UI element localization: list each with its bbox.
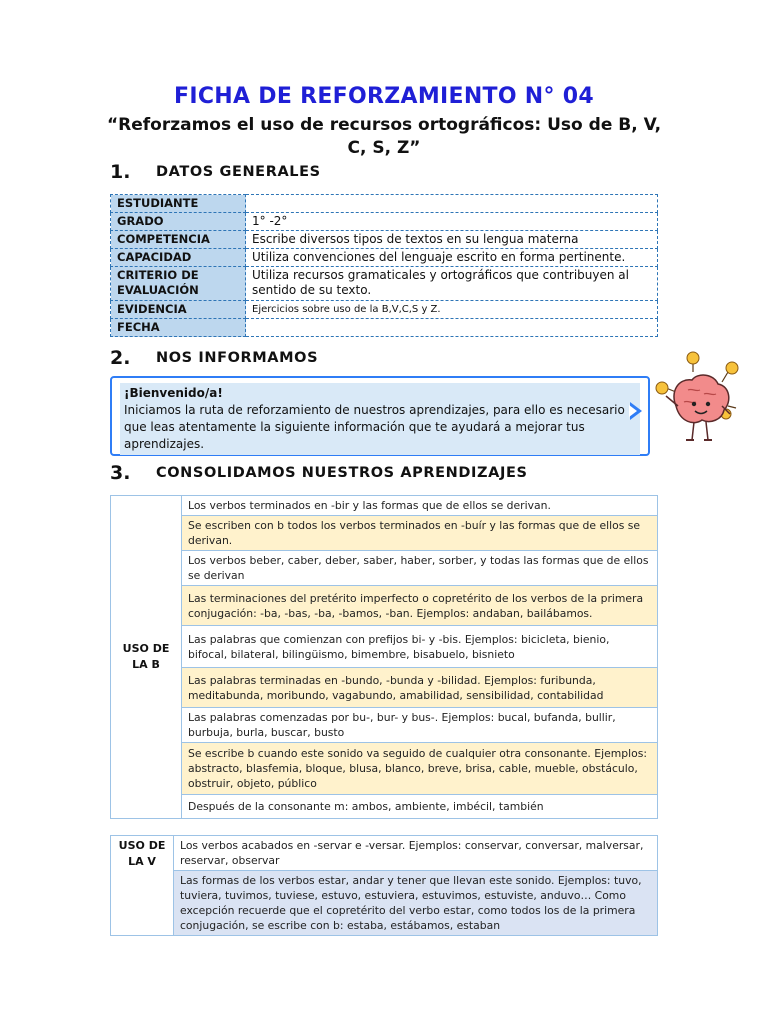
rule-text: Las palabras que comienzan con prefijos bi- y -bis. Ejemplos: bicicleta, bienio, bifocal, bilateral, bilingüismo, bimembre, bisabuelo, bisnieto bbox=[182, 626, 658, 668]
datos-value: Ejercicios sobre uso de la B,V,C,S y Z. bbox=[246, 301, 658, 319]
datos-value: 1° -2° bbox=[246, 213, 658, 231]
datos-row bbox=[111, 267, 658, 301]
page-subtitle: “Reforzamos el uso de recursos ortográficos: Uso de B, V, C, S, Z” bbox=[106, 115, 662, 158]
rule-row bbox=[111, 871, 658, 936]
section-consolidamos bbox=[110, 461, 528, 485]
datos-key: ESTUDIANTE bbox=[111, 195, 246, 213]
page-title: FICHA DE REFORZAMIENTO N° 04 bbox=[174, 84, 594, 109]
section-number: 1. bbox=[110, 161, 131, 183]
section-number: 2. bbox=[110, 347, 131, 369]
section-nos-informamos bbox=[110, 346, 318, 370]
rule-row bbox=[111, 836, 658, 871]
rule-row bbox=[111, 795, 658, 819]
welcome-body: Iniciamos la ruta de reforzamiento de nuestros aprendizajes, para ello es necesario que leas atentamente la siguiente información que te ayudará a mejorar tus aprendizajes. bbox=[124, 403, 625, 451]
datos-value-fecha[interactable] bbox=[246, 319, 658, 337]
datos-generales-table bbox=[110, 194, 658, 337]
rule-text: Las formas de los verbos estar, andar y tener que llevan este sonido. Ejemplos: tuvo, tuviera, tuvimos, tuviese, estuvo, estuviera, estuvimos, estuviste, anduvo… Como excepción recuerde que el copretérito del verbo estar, como todos los de la primera conjugación, se escribe con b: estaba, estábamos, estaban bbox=[174, 871, 658, 936]
welcome-heading: ¡Bienvenido/a! bbox=[124, 386, 223, 400]
datos-row bbox=[111, 213, 658, 231]
rule-row bbox=[111, 586, 658, 626]
rule-text: Después de la consonante m: ambos, ambiente, imbécil, también bbox=[182, 795, 658, 819]
uso-b-label: USO DE LA B bbox=[111, 496, 182, 819]
datos-row bbox=[111, 301, 658, 319]
rule-text: Los verbos terminados en -bir y las formas que de ellos se derivan. bbox=[182, 496, 658, 516]
rule-row bbox=[111, 626, 658, 668]
datos-key: EVIDENCIA bbox=[111, 301, 246, 319]
section-title: CONSOLIDAMOS NUESTROS APRENDIZAJES bbox=[156, 465, 528, 481]
speech-bubble-tail-inner bbox=[629, 405, 637, 417]
datos-key: FECHA bbox=[111, 319, 246, 337]
section-title: DATOS GENERALES bbox=[156, 164, 321, 180]
section-title: NOS INFORMAMOS bbox=[156, 350, 319, 366]
uso-v-table bbox=[110, 835, 658, 936]
rule-text: Los verbos acabados en -servar e -versar. Ejemplos: conservar, conversar, malversar, reservar, observar bbox=[174, 836, 658, 871]
datos-key: COMPETENCIA bbox=[111, 231, 246, 249]
datos-value-estudiante[interactable] bbox=[246, 195, 658, 213]
datos-row bbox=[111, 231, 658, 249]
section-datos-generales bbox=[110, 160, 321, 184]
rule-row bbox=[111, 516, 658, 551]
datos-key: CAPACIDAD bbox=[111, 249, 246, 267]
datos-row bbox=[111, 249, 658, 267]
uso-v-label: USO DE LA V bbox=[111, 836, 174, 936]
rule-row bbox=[111, 551, 658, 586]
rule-text: Las terminaciones del pretérito imperfecto o copretérito de los verbos de la primera conjugación: -ba, -bas, -ba, -bamos, -ban. Ejemplos: andaban, bailábamos. bbox=[182, 586, 658, 626]
rule-text: Las palabras terminadas en -bundo, -bunda y -bilidad. Ejemplos: furibunda, meditabunda, moribundo, vagabundo, amabilidad, sensibilidad, contabilidad bbox=[182, 668, 658, 708]
welcome-content bbox=[120, 383, 640, 455]
brain-character-icon bbox=[648, 348, 748, 448]
datos-row bbox=[111, 195, 658, 213]
datos-key: GRADO bbox=[111, 213, 246, 231]
rule-text: Se escriben con b todos los verbos terminados en -buír y las formas que de ellos se derivan. bbox=[182, 516, 658, 551]
rule-row bbox=[111, 743, 658, 795]
datos-value: Utiliza convenciones del lenguaje escrito en forma pertinente. bbox=[246, 249, 658, 267]
datos-value: Escribe diversos tipos de textos en su lengua materna bbox=[246, 231, 658, 249]
datos-row bbox=[111, 319, 658, 337]
datos-value: Utiliza recursos gramaticales y ortográficos que contribuyen al sentido de su texto. bbox=[246, 267, 658, 301]
uso-b-table bbox=[110, 495, 658, 819]
rule-text: Las palabras comenzadas por bu-, bur- y bus-. Ejemplos: bucal, bufanda, bullir, burbuja, burla, buscar, busto bbox=[182, 708, 658, 743]
rule-row bbox=[111, 708, 658, 743]
rule-text: Los verbos beber, caber, deber, saber, haber, sorber, y todas las formas que de ellos se derivan bbox=[182, 551, 658, 586]
rule-text: Se escribe b cuando este sonido va seguido de cualquier otra consonante. Ejemplos: abstracto, blasfemia, bloque, blusa, blanco, breve, brisa, cable, mueble, obstáculo, obstruir, objeto, público bbox=[182, 743, 658, 795]
rule-row bbox=[111, 496, 658, 516]
rule-row bbox=[111, 668, 658, 708]
section-number: 3. bbox=[110, 462, 131, 484]
welcome-callout bbox=[110, 376, 650, 456]
datos-key: CRITERIO DE EVALUACIÓN bbox=[111, 267, 246, 301]
